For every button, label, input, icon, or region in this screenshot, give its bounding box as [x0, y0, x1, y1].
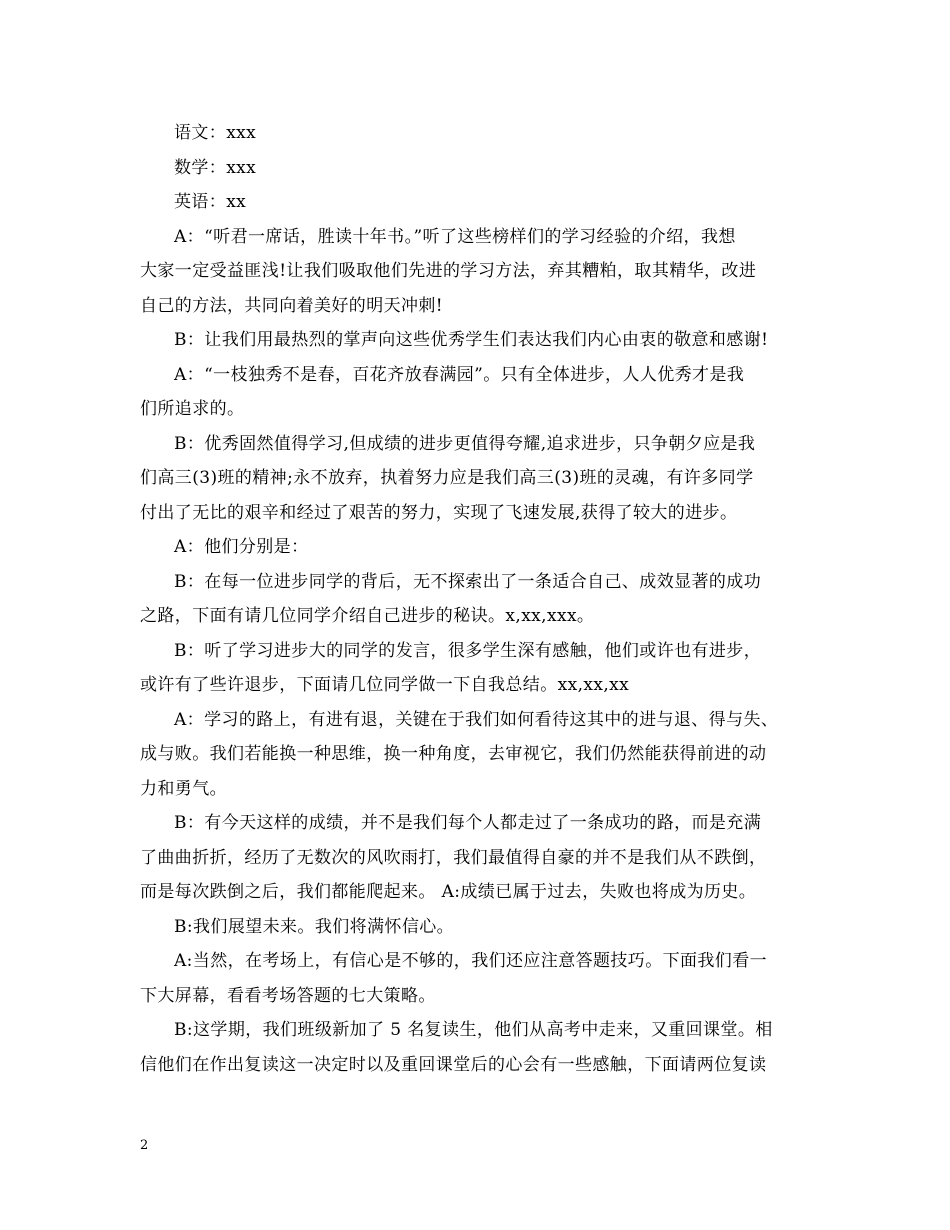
text-line: A:当然，在考场上，有信心是不够的，我们还应注意答题技巧。下面我们看一	[174, 951, 768, 971]
text-line: A：他们分别是：	[174, 537, 309, 557]
text-line: 信他们在作出复读这一决定时以及重回课堂后的心会有一些感触，下面请两位复读	[140, 1054, 767, 1075]
text-line: 之路，下面有请几位同学介绍自己进步的秘诀。x,xx,xxx。	[140, 606, 595, 626]
text-line: 下大屏幕，看看考场答题的七大策略。	[140, 985, 436, 1006]
text-line: B：优秀固然值得学习,但成绩的进步更值得夸耀,追求进步，只争朝夕应是我	[174, 433, 756, 454]
text-line: B:我们展望未来。我们将满怀信心。	[174, 916, 455, 937]
text-line: 自己的方法，共同向着美好的明天冲刺!	[140, 295, 444, 316]
text-line: 英语：xx	[174, 192, 247, 212]
text-line: 们高三(3)班的精神;永不放弃，执着努力应是我们高三(3)班的灵魂，有许多同学	[140, 468, 754, 488]
text-line: 或许有了些许退步，下面请几位同学做一下自我总结。xx,xx,xx	[140, 675, 630, 695]
text-line: B：有今天这样的成绩，并不是我们每个人都走过了一条成功的路，而是充满	[174, 813, 762, 833]
text-line: 付出了无比的艰辛和经过了艰苦的努力，实现了飞速发展,获得了较大的进步。	[140, 502, 738, 523]
text-line: 大家一定受益匪浅!让我们吸取他们先进的学习方法，弃其糟粕，取其精华，改进	[140, 261, 757, 281]
text-line: 数学：xxx	[174, 157, 257, 178]
text-line: 力和勇气。	[140, 778, 227, 799]
text-line: 们所追求的。	[140, 399, 245, 419]
text-line: B：在每一位进步同学的背后，无不探索出了一条适合自己、成效显著的成功	[174, 571, 762, 592]
text-line: A：学习的路上，有进有退，关键在于我们如何看待这其中的进与退、得与失、	[174, 709, 779, 730]
text-line: A：“听君一席话，胜读十年书。”听了这些榜样们的学习经验的介绍，我想	[174, 226, 736, 247]
text-line: 而是每次跌倒之后，我们都能爬起来。 A:成绩已属于过去，失败也将成为历史。	[140, 882, 757, 902]
text-line: B:这学期，我们班级新加了 5 名复读生，他们从高考中走来，又重回课堂。相	[174, 1020, 773, 1040]
page-number: 2	[140, 1138, 149, 1153]
text-line: B：听了学习进步大的同学的发言，很多学生深有感触，他们或许也有进步，	[174, 640, 762, 661]
text-line: 语文：xxx	[174, 123, 257, 143]
text-line: 成与败。我们若能换一种思维，换一种角度，去审视它，我们仍然能获得前进的动	[140, 744, 767, 764]
text-line: B：让我们用最热烈的掌声向这些优秀学生们表达我们内心由衷的敬意和感谢!	[174, 330, 769, 350]
document-body	[140, 116, 810, 1082]
text-line: 了曲曲折折，经历了无数次的风吹雨打，我们最值得自豪的并不是我们从不跌倒，	[140, 847, 767, 868]
text-line: A：“一枝独秀不是春，百花齐放春满园”。只有全体进步，人人优秀才是我	[174, 364, 745, 385]
